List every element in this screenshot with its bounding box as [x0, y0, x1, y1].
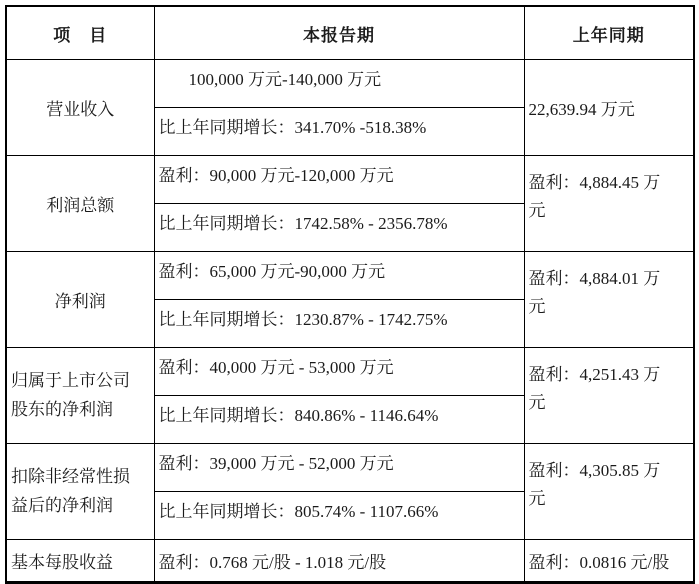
prior-period-value: 盈利：4,884.45 万元 — [524, 156, 694, 252]
current-period-range: 100,000 万元-140,000 万元 — [154, 60, 524, 108]
table-row — [6, 444, 694, 492]
table-row — [6, 348, 694, 396]
prior-period-value: 盈利：4,884.01 万元 — [524, 252, 694, 348]
col-header-item: 项 目 — [6, 6, 154, 60]
prior-period-value: 盈利：4,251.43 万元 — [524, 348, 694, 444]
col-header-current-period: 本报告期 — [154, 6, 524, 60]
row-label: 扣除非经常性损益后的净利润 — [6, 444, 154, 540]
prior-period-value: 盈利：0.0816 元/股 — [524, 540, 694, 583]
row-label: 净利润 — [6, 252, 154, 348]
row-label: 利润总额 — [6, 156, 154, 252]
current-period-range: 盈利：90,000 万元-120,000 万元 — [154, 156, 524, 204]
row-label: 归属于上市公司股东的净利润 — [6, 348, 154, 444]
current-period-yoy-growth: 比上年同期增长：341.70% -518.38% — [154, 108, 524, 156]
table-row — [6, 540, 694, 583]
financial-forecast-table — [5, 5, 695, 584]
row-label: 基本每股收益 — [6, 540, 154, 583]
table-row — [6, 156, 694, 204]
col-header-prior-period: 上年同期 — [524, 6, 694, 60]
prior-period-value: 22,639.94 万元 — [524, 60, 694, 156]
current-period-yoy-growth: 比上年同期增长：840.86% - 1146.64% — [154, 396, 524, 444]
table-row — [6, 252, 694, 300]
current-period-range: 盈利：0.768 元/股 - 1.018 元/股 — [154, 540, 524, 583]
header-row — [6, 6, 694, 60]
current-period-yoy-growth: 比上年同期增长：1230.87% - 1742.75% — [154, 300, 524, 348]
current-period-range: 盈利：40,000 万元 - 53,000 万元 — [154, 348, 524, 396]
row-label: 营业收入 — [6, 60, 154, 156]
current-period-yoy-growth: 比上年同期增长：1742.58% - 2356.78% — [154, 204, 524, 252]
current-period-yoy-growth: 比上年同期增长：805.74% - 1107.66% — [154, 492, 524, 540]
current-period-range: 盈利：65,000 万元-90,000 万元 — [154, 252, 524, 300]
current-period-range: 盈利：39,000 万元 - 52,000 万元 — [154, 444, 524, 492]
prior-period-value: 盈利：4,305.85 万元 — [524, 444, 694, 540]
table-row — [6, 60, 694, 108]
